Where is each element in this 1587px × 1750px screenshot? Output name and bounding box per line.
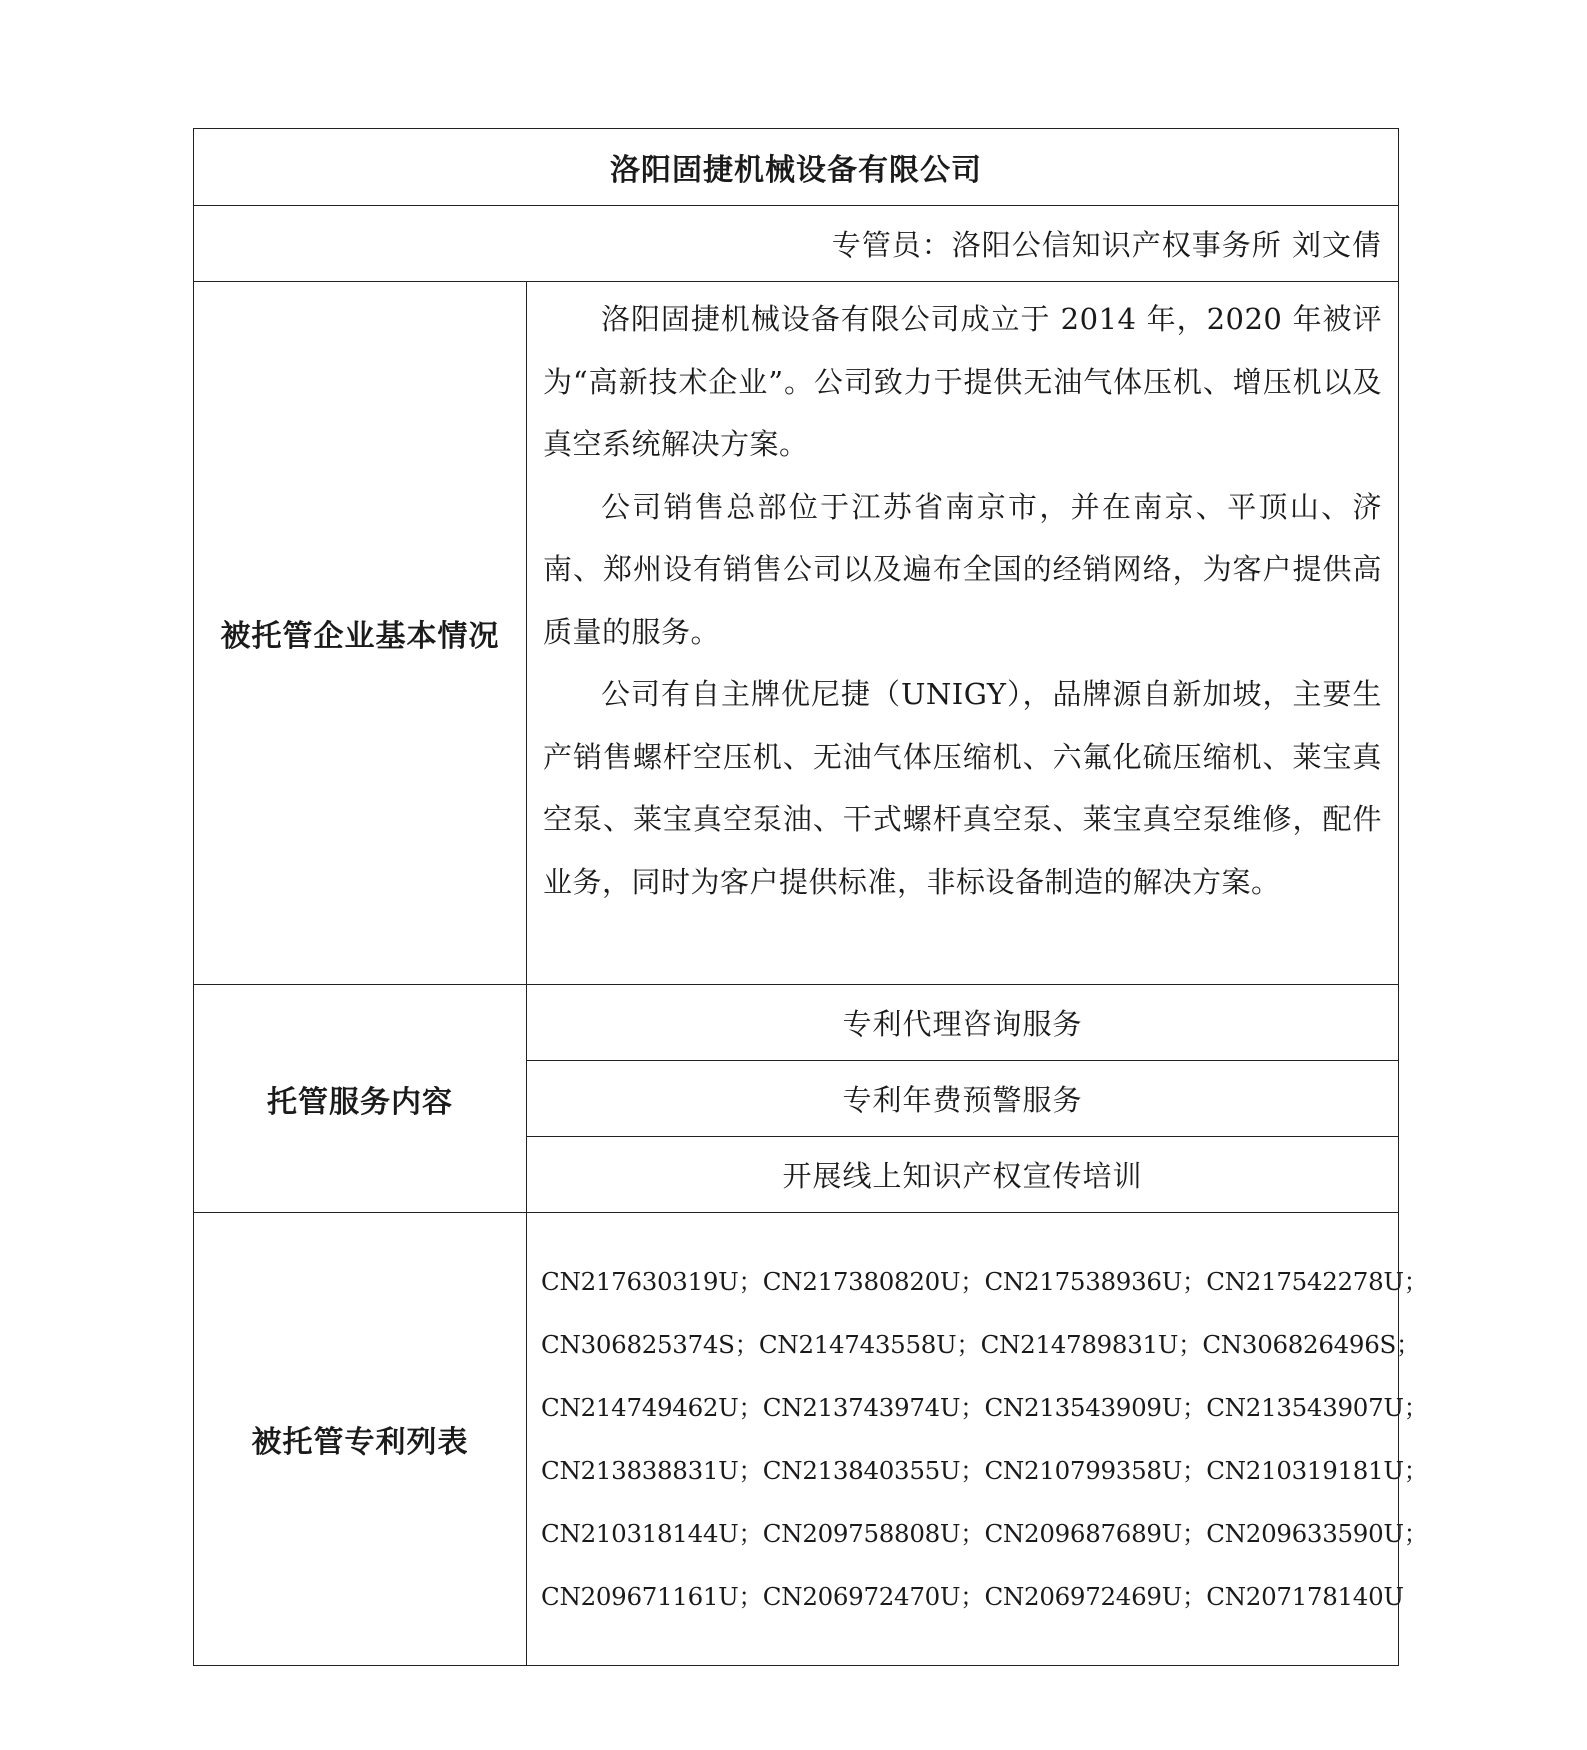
intro-paragraph: 公司有自主牌优尼捷（UNIGY），品牌源自新加坡，主要生产销售螺杆空压机、无油气体压缩机、六氟化硫压缩机、莱宝真空泵、莱宝真空泵油、干式螺杆真空泵、莱宝真空泵维修，配件业务，同时为客户提供标准，非标设备制造的解决方案。 xyxy=(543,677,1382,899)
managed-enterprise-table xyxy=(193,128,1428,1666)
patent-number: CN213838831U； xyxy=(541,1456,763,1485)
patent-number: CN217542278U； xyxy=(1206,1267,1428,1296)
patent-number: CN306826496S； xyxy=(1202,1330,1421,1359)
patent-number: CN217538936U； xyxy=(984,1267,1207,1296)
patent-number: CN213743974U； xyxy=(762,1393,985,1422)
patent-line xyxy=(541,1313,1421,1376)
basic-info-label: 被托管企业基本情况 xyxy=(194,282,527,985)
patent-number: CN207178140U xyxy=(1206,1582,1404,1611)
patent-line xyxy=(541,1250,1428,1313)
patent-line xyxy=(541,1565,1404,1628)
service-item: 专利年费预警服务 xyxy=(527,1061,1399,1137)
patent-number: CN217380820U； xyxy=(762,1267,985,1296)
patent-number: CN206972469U； xyxy=(984,1582,1207,1611)
patent-number: CN213543909U； xyxy=(984,1393,1207,1422)
service-row xyxy=(194,985,1399,1061)
basic-info-row xyxy=(194,282,1399,985)
patent-list xyxy=(527,1213,1428,1666)
manager-row xyxy=(194,206,1399,282)
manager-info: 专管员：洛阳公信知识产权事务所 刘文倩 xyxy=(194,206,1399,282)
service-item: 开展线上知识产权宣传培训 xyxy=(527,1137,1399,1213)
patents-label: 被托管专利列表 xyxy=(194,1213,527,1666)
patent-number: CN209758808U； xyxy=(762,1519,985,1548)
basic-info-content xyxy=(527,282,1399,985)
patent-number: CN214743558U； xyxy=(758,1330,981,1359)
patent-number: CN209687689U； xyxy=(984,1519,1207,1548)
patent-number: CN214789831U； xyxy=(980,1330,1203,1359)
patent-number: CN206972470U； xyxy=(762,1582,985,1611)
patent-number: CN306825374S； xyxy=(541,1330,759,1359)
patents-row xyxy=(194,1213,1399,1666)
patent-line xyxy=(541,1376,1428,1439)
patent-number: CN210799358U； xyxy=(984,1456,1207,1485)
service-item: 专利代理咨询服务 xyxy=(527,985,1399,1061)
patent-number: CN213840355U； xyxy=(762,1456,985,1485)
patent-line xyxy=(541,1439,1428,1502)
patent-number: CN209633590U； xyxy=(1206,1519,1428,1548)
intro-paragraph: 公司销售总部位于江苏省南京市，并在南京、平顶山、济南、郑州设有销售公司以及遍布全国的经销网络，为客户提供高质量的服务。 xyxy=(543,489,1382,649)
services-label: 托管服务内容 xyxy=(194,985,527,1213)
patent-line xyxy=(541,1502,1428,1565)
patent-number: CN214749462U； xyxy=(541,1393,763,1422)
company-title: 洛阳固捷机械设备有限公司 xyxy=(194,129,1399,206)
patent-number: CN213543907U； xyxy=(1206,1393,1428,1422)
patent-number: CN209671161U； xyxy=(541,1582,763,1611)
intro-paragraph: 洛阳固捷机械设备有限公司成立于 2014 年，2020 年被评为“高新技术企业”。公司致力于提供无油气体压机、增压机以及真空系统解决方案。 xyxy=(543,302,1382,461)
patent-number: CN217630319U； xyxy=(541,1267,763,1296)
patent-number: CN210319181U； xyxy=(1206,1456,1428,1485)
title-row xyxy=(194,129,1399,206)
patent-number: CN210318144U； xyxy=(541,1519,763,1548)
